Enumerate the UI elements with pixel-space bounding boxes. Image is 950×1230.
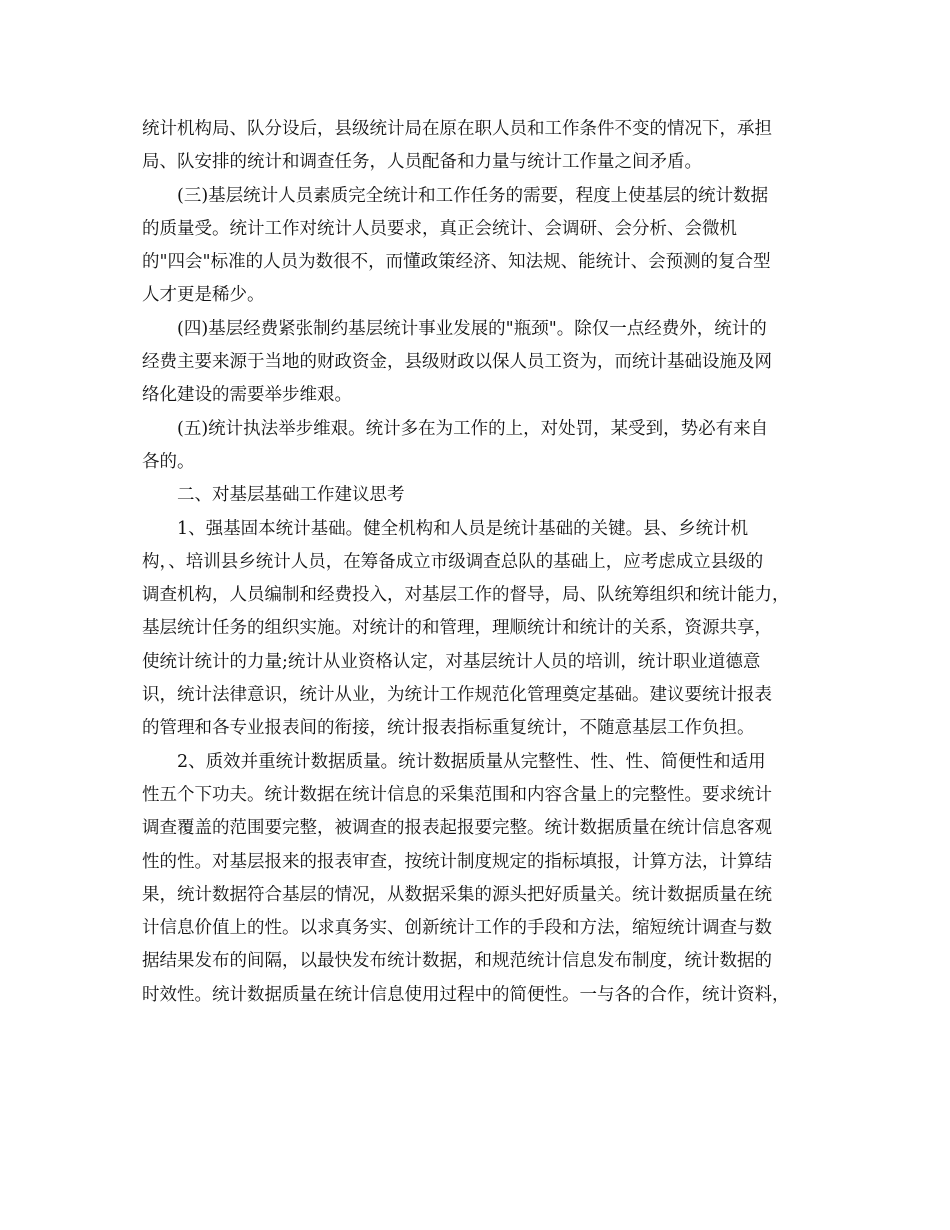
text-line: 构，、培训县乡统计人员，在筹备成立市级调查总队的基础上，应考虑成立县级的 [142, 551, 764, 572]
text-line: 络化建设的需要举步维艰。 [142, 385, 352, 406]
text-line: (四)基层经费紧张制约基层统计事业发展的"瓶颈"。除仅一点经费外，统计的 [177, 318, 767, 339]
text-line: 各的。 [142, 451, 195, 472]
text-line: 经费主要来源于当地的财政资金，县级财政以保人员工资为，而统计基础设施及网 [142, 352, 772, 373]
text-line: 识，统计法律意识，统计从业，为统计工作规范化管理奠定基础。建议要统计报表 [142, 685, 772, 706]
text-line: 果，统计数据符合基层的情况，从数据采集的源头把好质量关。统计数据质量在统 [142, 884, 772, 905]
text-line: 1、强基固本统计基础。健全机构和人员是统计基础的关键。县、乡统计机 [177, 518, 749, 539]
text-line: 基层统计任务的组织实施。对统计的和管理，理顺统计和统计的关系，资源共享， [142, 618, 772, 639]
text-line: 计信息价值上的性。以求真务实、创新统计工作的手段和方法，缩短统计调查与数 [142, 918, 772, 939]
text-line: (五)统计执法举步维艰。统计多在为工作的上，对处罚，某受到，势必有来自 [177, 418, 769, 439]
text-line: 局、队安排的统计和调查任务，人员配备和力量与统计工作量之间矛盾。 [142, 152, 702, 173]
text-line: 的管理和各专业报表间的衔接，统计报表指标重复统计，不随意基层工作负担。 [142, 718, 755, 739]
text-line: 人才更是稀少。 [142, 285, 265, 306]
document-body [142, 113, 832, 1012]
text-line: 时效性。统计数据质量在统计信息使用过程中的简便性。一与各的合作，统计资料， [142, 984, 790, 1005]
text-line: 的"四会"标准的人员为数很不，而懂政策经济、知法规、能统计、会预测的复合型 [142, 252, 771, 273]
text-line: 性五个下功夫。统计数据在统计信息的采集范围和内容含量上的完整性。要求统计 [142, 784, 772, 805]
text-line: 2、质效并重统计数据质量。统计数据质量从完整性、性、性、简便性和适用 [177, 751, 766, 772]
text-line: (三)基层统计人员素质完全统计和工作任务的需要，程度上使基层的统计数据 [177, 185, 769, 206]
text-line: 二、对基层基础工作建议思考 [177, 485, 405, 506]
text-line: 调查机构，人员编制和经费投入，对基层工作的督导，局、队统筹组织和统计能力， [142, 585, 790, 606]
text-line: 调查覆盖的范围要完整，被调查的报表起报要完整。统计数据质量在统计信息客观 [142, 818, 772, 839]
text-line: 据结果发布的间隔，以最快发布统计数据，和规范统计信息发布制度，统计数据的 [142, 951, 772, 972]
text-line: 的质量受。统计工作对统计人员要求，真正会统计、会调研、会分析、会微机 [142, 218, 737, 239]
text-line: 性的性。对基层报来的报表审查，按统计制度规定的指标填报，计算方法，计算结 [142, 851, 772, 872]
text-line: 使统计统计的力量;统计从业资格认定，对基层统计人员的培训，统计职业道德意 [142, 651, 761, 672]
text-line: 统计机构局、队分设后，县级统计局在原在职人员和工作条件不变的情况下，承担 [142, 119, 772, 139]
